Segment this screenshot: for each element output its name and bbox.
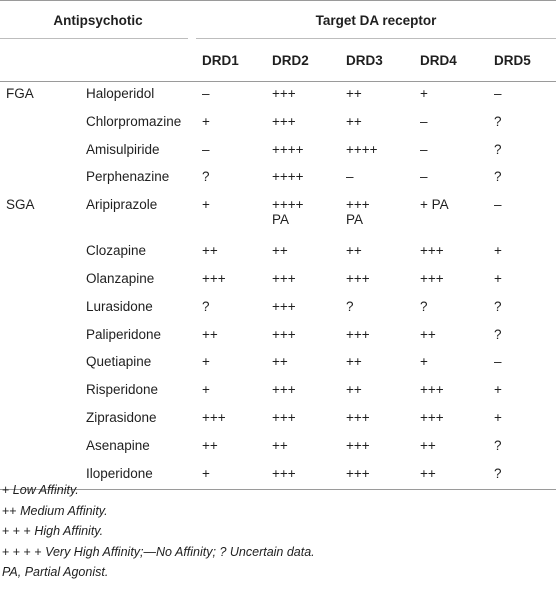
affinity-cell-drd1: – [202,86,210,101]
affinity-cell-drd3: ++ [346,382,362,398]
drug-cell: Lurasidone [86,298,153,314]
affinity-cell-drd5: + [494,270,502,286]
table-row [0,378,556,406]
affinity-cell-drd4: +++ [420,270,444,286]
drug-cell: Perphenazine [86,169,170,185]
drug-cell: Quetiapine [86,354,152,370]
affinity-cell-drd1: + [202,465,210,481]
group-cell [0,267,84,295]
affinity-cell-drd5: ? [494,298,502,314]
affinity-cell-drd1: ? [202,169,210,185]
group-cell [0,295,84,323]
footnote-text: High Affinity. [30,524,104,538]
affinity-cell-drd2: +++ [272,382,296,398]
affinity-cell-drd2: ++++ [272,169,304,185]
affinity-cell-drd2: ++++ [272,141,304,157]
affinity-cell-drd3: – [346,169,354,185]
affinity-cell-drd2: +++ [272,298,296,314]
table-row [0,165,556,193]
group-cell [0,323,84,351]
affinity-cell-drd4: ? [420,298,428,314]
affinity-cell-drd1: + [202,382,210,398]
group-cell [0,138,84,166]
affinity-cell-drd5: + [494,409,502,425]
affinity-cell-drd2: +++ [272,270,296,286]
affinity-cell-drd5: ? [494,169,502,185]
drug-cell: Amisulpiride [86,141,160,157]
affinity-cell-drd3: ++ [346,243,362,259]
affinity-cell-drd5: ? [494,326,502,342]
col-drd5: DRD5 [494,52,531,68]
affinity-cell-drd3: +++ [346,437,370,453]
affinity-cell-drd4: ++ [420,326,436,342]
group-cell [0,378,84,406]
group-cell [0,350,84,378]
group-cell [0,406,84,434]
affinity-cell-drd4: ++ [420,465,436,481]
affinity-cell-drd2: +++ [272,326,296,342]
group-cell [0,239,84,267]
affinity-cell-drd3: +++ [346,326,370,342]
affinity-cell-drd3: +++ [346,465,370,481]
table-body [0,82,556,490]
footnote-symbol: + + + [2,524,31,538]
drug-cell: Olanzapine [86,270,155,286]
col-drd3: DRD3 [346,52,383,68]
affinity-cell-drd4: – [420,141,428,157]
footnote-line [2,480,315,501]
drug-cell: Haloperidol [86,86,155,101]
affinity-cell-drd4: +++ [420,409,444,425]
affinity-cell-drd1: + [202,354,210,370]
affinity-cell-drd5: ? [494,437,502,453]
affinity-cell-drd4: + PA [420,197,449,213]
affinity-cell-drd1: +++ [202,270,226,286]
drug-cell: Aripiprazole [86,197,158,213]
affinity-cell-drd1: +++ [202,409,226,425]
table-row [0,406,556,434]
table-row [0,239,556,267]
col-drd1: DRD1 [202,52,239,68]
affinity-cell-drd3: ++ [346,86,362,101]
footnote-text: Low Affinity. [9,483,79,497]
table-row [0,110,556,138]
affinity-cell-drd1: ? [202,298,210,314]
table-row [0,82,556,110]
affinity-cell-drd5: – [494,197,502,213]
affinity-cell-drd3: ++ [346,354,362,370]
affinity-cell-drd5: – [494,354,502,370]
footnote-line [2,521,315,542]
affinity-cell-drd5: + [494,243,502,259]
target-receptor-header: Target DA receptor [196,1,556,40]
affinity-cell-drd1: ++ [202,437,218,453]
footnote-line [2,501,315,522]
affinity-cell-drd2: +++ [272,409,296,425]
table-row [0,138,556,166]
affinity-cell-drd2: ++ [272,437,288,453]
drug-cell: Clozapine [86,243,147,259]
drug-cell: Asenapine [86,437,150,453]
affinity-cell-drd5: + [494,382,502,398]
target-underline [196,38,556,39]
affinity-cell-drd5: ? [494,141,502,157]
footnote-symbol: + + + + [2,544,42,559]
affinity-cell-drd3: +++ PA [346,197,370,228]
affinity-cell-drd2: +++ [272,465,296,481]
group-cell: FGA [6,86,34,101]
table-row [0,193,556,239]
affinity-cell-drd5: – [494,86,502,101]
affinity-cell-drd4: – [420,169,428,185]
affinity-cell-drd1: ++ [202,243,218,259]
affinity-cell-drd4: + [420,354,428,370]
affinity-cell-drd4: + [420,86,428,101]
footnote-text: PA, Partial Agonist. [2,565,109,579]
affinity-cell-drd1: + [202,197,210,213]
affinity-cell-drd3: ++++ [346,141,378,157]
drug-cell: Ziprasidone [86,409,157,425]
drug-cell: Risperidone [86,382,159,398]
antipsychotic-underline [0,38,188,39]
drug-cell: Chlorpromazine [86,113,182,129]
affinity-cell-drd2: +++ [272,86,296,101]
affinity-cell-drd4: ++ [420,437,436,453]
affinity-cell-drd4: +++ [420,382,444,398]
affinity-cell-drd5: ? [494,465,502,481]
group-cell [0,110,84,138]
antipsychotic-header: Antipsychotic [0,1,196,40]
footnote-line [2,542,315,563]
affinity-cell-drd3: ? [346,298,354,314]
drug-cell: Paliperidone [86,326,162,342]
affinity-cell-drd3: +++ [346,409,370,425]
affinity-cell-drd3: +++ [346,270,370,286]
footnote-text: Medium Affinity. [16,503,108,518]
col-drd4: DRD4 [420,52,457,68]
affinity-cell-drd1: + [202,113,210,129]
group-cell [0,165,84,193]
affinity-cell-drd2: ++ [272,354,288,370]
group-cell [0,434,84,462]
footnote-text: Very High Affinity;—No Affinity; ? Uncertain data. [41,544,315,559]
affinity-cell-drd1: – [202,141,210,157]
affinity-cell-drd4: – [420,113,428,129]
footnote-symbol: ++ [2,503,17,518]
footnote-symbol: + [2,483,10,497]
table-footnotes [2,480,315,583]
affinity-cell-drd2: +++ [272,113,296,129]
affinity-cell-drd4: +++ [420,243,444,259]
group-cell: SGA [6,197,35,213]
table-row [0,350,556,378]
table-row [0,267,556,295]
table-row [0,434,556,462]
affinity-cell-drd2: ++ [272,243,288,259]
affinity-cell-drd1: ++ [202,326,218,342]
drug-cell: Iloperidone [86,465,153,481]
affinity-cell-drd5: ? [494,113,502,129]
table-row [0,295,556,323]
col-drd2: DRD2 [272,52,309,68]
footnote-line [2,562,315,583]
affinity-cell-drd2: ++++ PA [272,197,304,228]
affinity-cell-drd3: ++ [346,113,362,129]
table-row [0,323,556,351]
